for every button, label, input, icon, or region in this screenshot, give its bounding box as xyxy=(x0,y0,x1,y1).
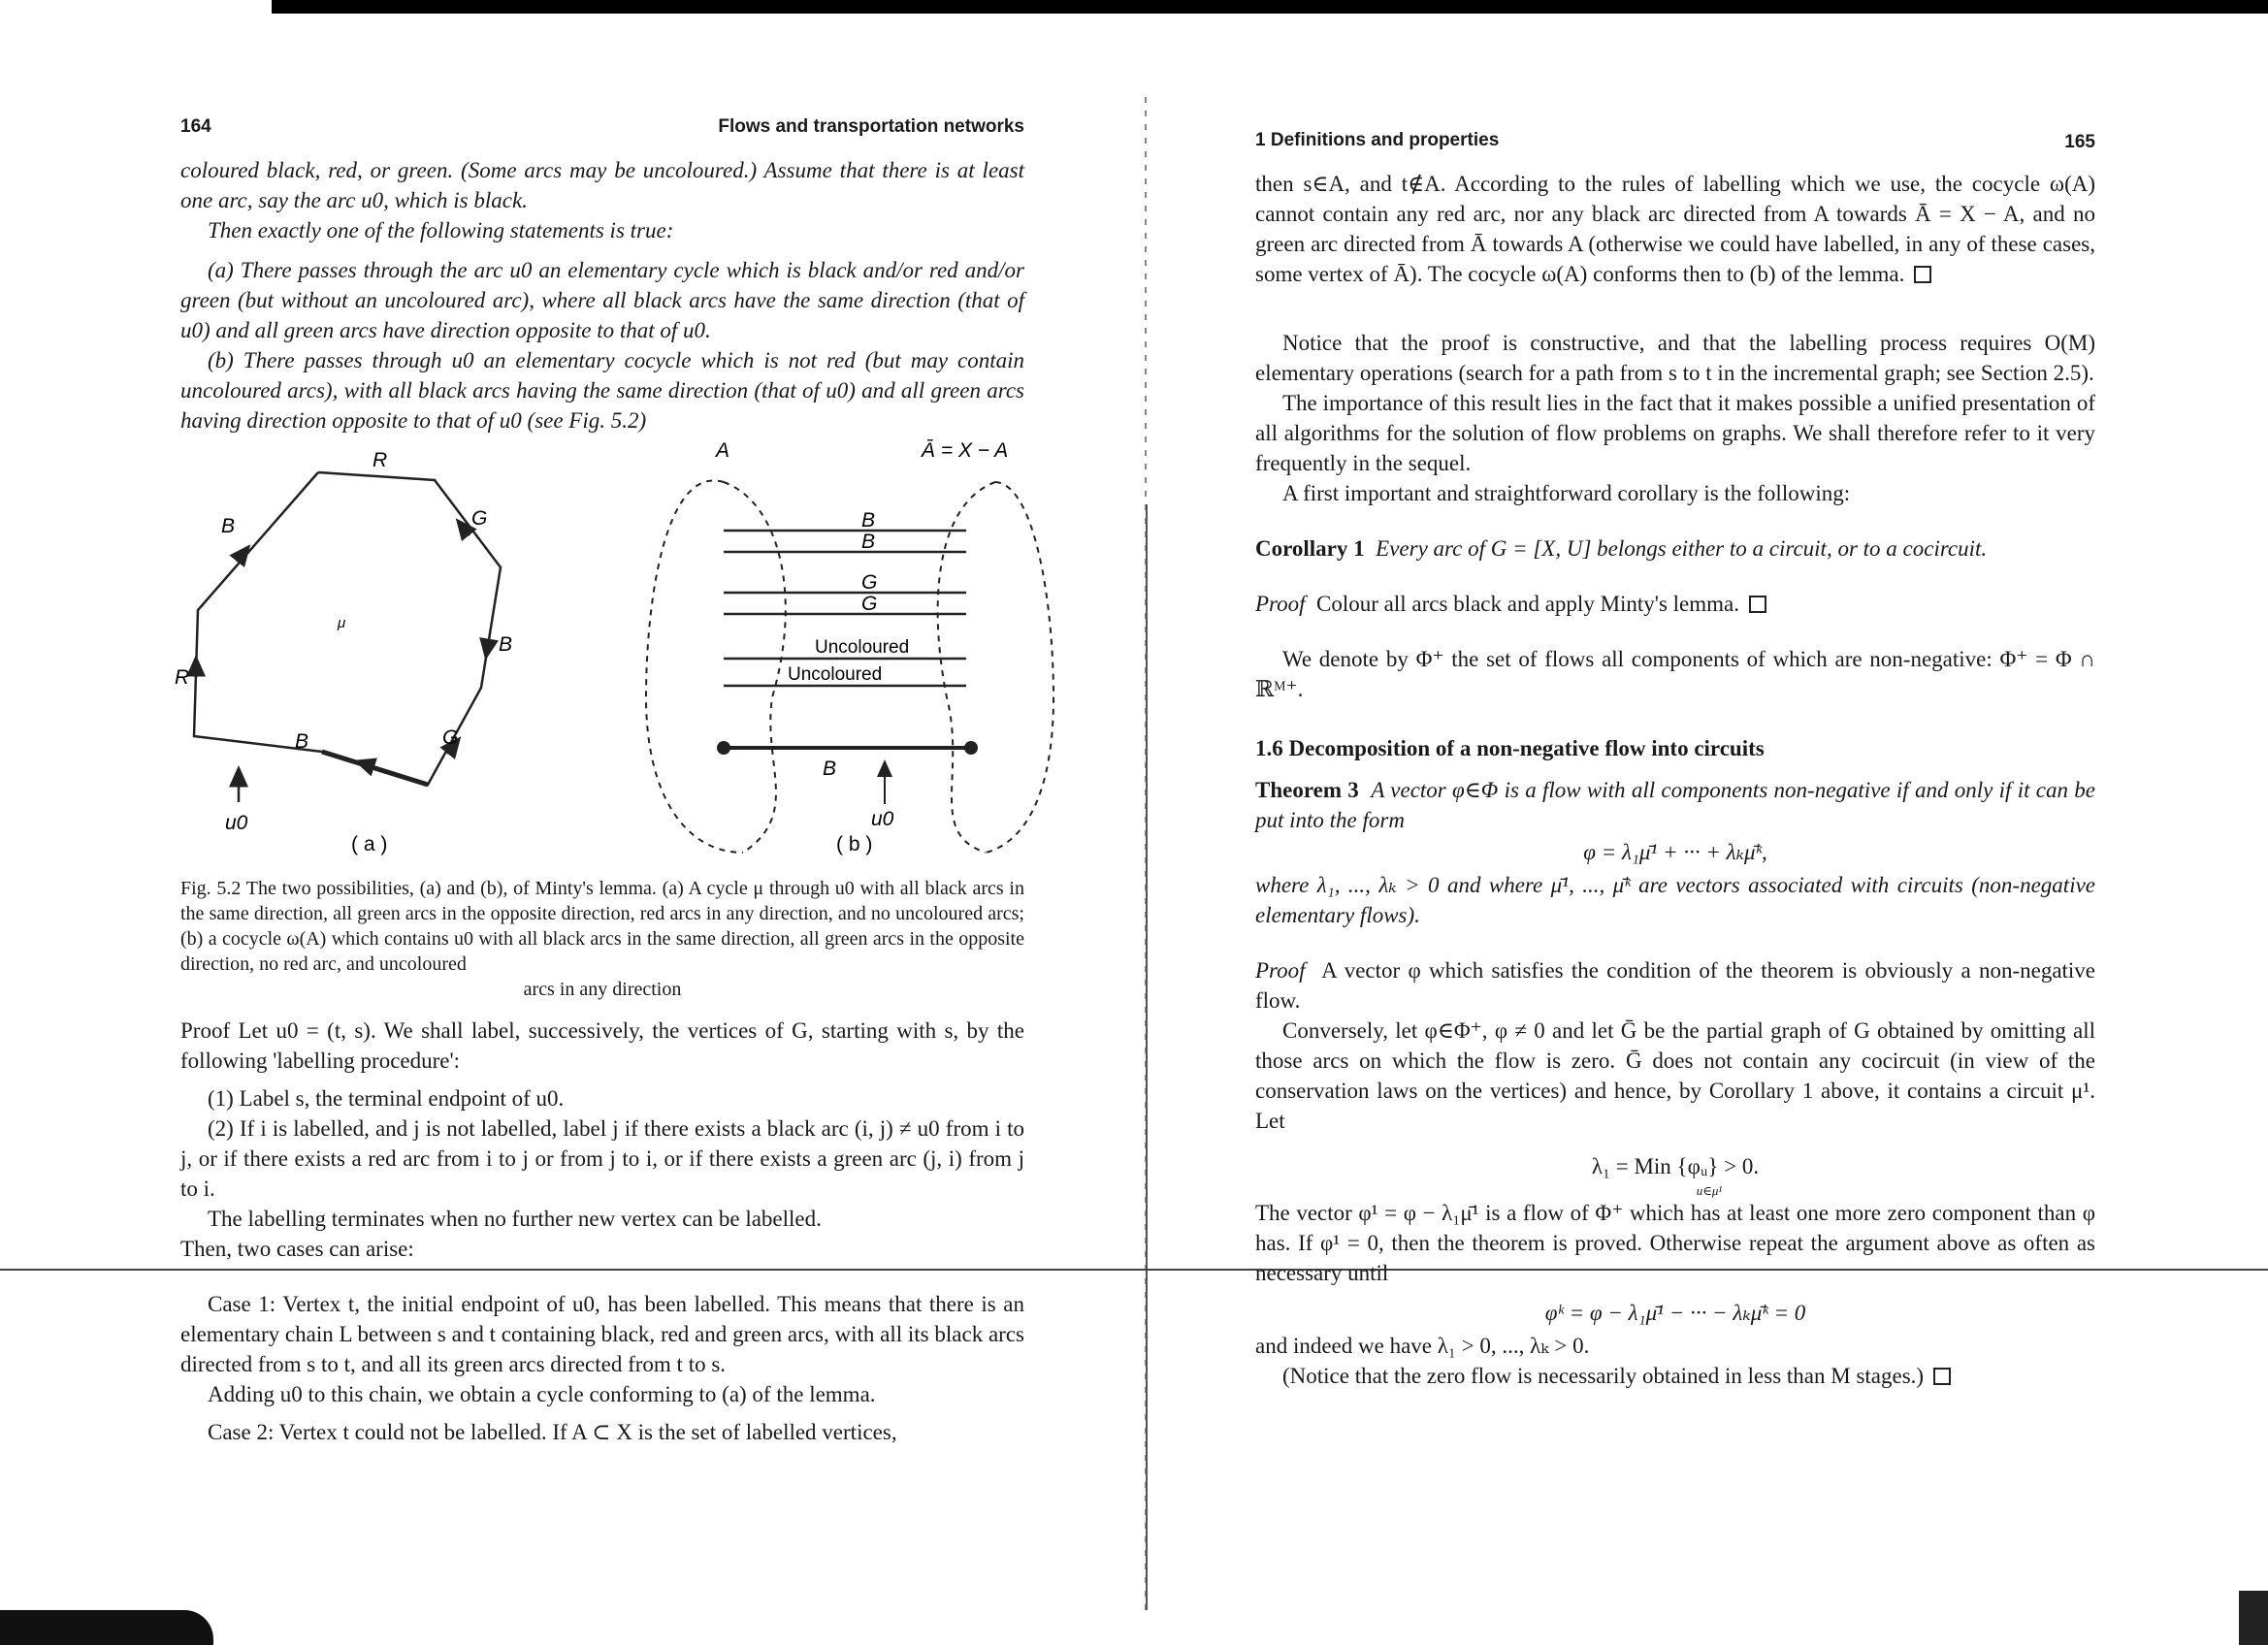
figure-caption xyxy=(180,876,1024,1002)
arc-label: R xyxy=(373,449,388,471)
paragraph: Then, two cases can arise: xyxy=(180,1237,414,1261)
qed-box xyxy=(1749,596,1766,613)
qed-box xyxy=(1914,266,1931,283)
paragraph: Case 1: Vertex t, the initial endpoint of u0, has been labelled. This means that there is an elementary chain L between s and t containing black, red and green arcs, with all its black arcs directed from s to t, and all its green arcs directed from t to s. xyxy=(180,1292,1024,1376)
arc-label-u0: u0 xyxy=(225,812,248,834)
paragraph: Notice that the proof is constructive, and that the labelling process requires O(M) elementary operations (search for a path from s to t in the incremental graph; see Section 2.5). xyxy=(1255,331,2095,385)
scan-corner-shadow xyxy=(0,1610,213,1645)
lemma-item-b: (b) There passes through u0 an elementary cocycle which is not red (but may contain uncoloured arcs), with all black arcs having the same direction (that of u0) and all green arcs having direction opposite to that of u0 (see Fig. 5.2) xyxy=(180,348,1024,433)
vertex-dot xyxy=(717,741,730,755)
theorem-continuation: where λ₁, ..., λₖ > 0 and where μ̄¹, ..., μ̄ᵏ are vectors associated with circuits (non-negative elementary flows). xyxy=(1255,873,2095,927)
paragraph: The labelling terminates when no further new vertex can be labelled. xyxy=(208,1207,822,1231)
corollary xyxy=(1255,533,2095,564)
section-heading: 1.6 Decomposition of a non-negative flow into circuits xyxy=(1255,736,1765,760)
proof-label: Proof xyxy=(1255,592,1306,616)
cycle-label: μ xyxy=(338,615,346,631)
paragraph: We denote by Φ⁺ the set of flows all components of which are non-negative: Φ⁺ = Φ ∩ ℝᴹ⁺. xyxy=(1255,647,2095,701)
right-page-header xyxy=(1255,116,2095,155)
subfigure-label-b: ( b ) xyxy=(836,833,873,855)
paragraph: Case 2: Vertex t could not be labelled. If A ⊂ X is the set of labelled vertices, xyxy=(208,1420,897,1444)
arc-label: B xyxy=(861,531,876,553)
theorem-label: Theorem 3 xyxy=(1255,778,1359,802)
arc-label-uncoloured: Uncoloured xyxy=(815,637,910,658)
arc-label: G xyxy=(861,571,878,594)
lemma-item-a: (a) There passes through the arc u0 an elementary cycle which is black and/or red and/or green (but without an uncoloured arc), where all black arcs have the same direction (that of u0) and all green arcs have direction opposite to that of u0. xyxy=(180,258,1024,342)
set-label-a: A xyxy=(716,439,730,462)
paragraph xyxy=(1255,1361,2095,1391)
set-label-complement: Ā = X − A xyxy=(922,439,1009,462)
paragraph-text: then s∈A, and t∉A. According to the rules of labelling which we use, the cocycle ω(A) cannot contain any red arc, nor any black arc directed from A towards Ā = X − A, and no green arc directed from Ā towards A (otherwise we could have labelled, in any of these cases, some vertex of Ā). The cocycle ω(A) conforms then to (b) of the lemma. xyxy=(1255,172,2095,286)
arc-label: B xyxy=(823,758,837,780)
equation: λ₁ = Min {φᵤ} > 0. xyxy=(1591,1154,1760,1178)
right-page xyxy=(1255,116,2095,1391)
vertex-dot xyxy=(964,741,978,755)
paragraph: Then exactly one of the following statements is true: xyxy=(208,218,674,242)
procedure-step: (1) Label s, the terminal endpoint of u0. xyxy=(208,1086,565,1111)
subfigure-label-a: ( a ) xyxy=(351,833,388,855)
paragraph: coloured black, red, or green. (Some arcs may be uncoloured.) Assume that there is at least one arc, say the arc u0, which is black. xyxy=(180,158,1024,212)
paragraph: The vector φ¹ = φ − λ₁μ̄¹ is a flow of Φ⁺ which has at least one more zero component than φ has. If φ¹ = 0, then the theorem is proved. Otherwise repeat the argument above as often as necessary until xyxy=(1255,1201,2095,1285)
corollary-text: Every arc of G = [X, U] belongs either to a circuit, or to a cocircuit. xyxy=(1376,536,1988,561)
qed-box xyxy=(1933,1368,1951,1385)
paragraph: A first important and straightforward corollary is the following: xyxy=(1282,481,1851,505)
page-number: 164 xyxy=(180,116,211,137)
scan-top-edge xyxy=(0,0,2268,14)
scan-corner-shadow-right xyxy=(2239,1591,2268,1645)
arc-label-uncoloured: Uncoloured xyxy=(788,664,883,685)
proof xyxy=(1255,955,2095,1016)
book-gutter-line xyxy=(1146,504,1148,1610)
corollary-label: Corollary 1 xyxy=(1255,536,1365,561)
left-page xyxy=(175,116,1024,1447)
caption-last-line: arcs in any direction xyxy=(523,979,682,1000)
caption-text: Fig. 5.2 The two possibilities, (a) and (b), of Minty's lemma. (a) A cycle μ through u0 with all black arcs in the same direction, all green arcs in the opposite direction, red arcs in any direction, and no uncoloured arcs; (b) a cocycle ω(A) which contains u0 with all black arcs in the same direction, all green arcs in the opposite direction, no red arc, and uncoloured xyxy=(180,878,1024,975)
equation: φᵏ = φ − λ₁μ̄¹ − ··· − λₖμ̄ᵏ = 0 xyxy=(1544,1301,1806,1325)
page-number: 165 xyxy=(2064,132,2095,152)
paragraph xyxy=(1255,169,2095,289)
running-head: Flows and transportation networks xyxy=(718,116,1024,137)
left-page-header xyxy=(180,116,1024,155)
paragraph-text: (Notice that the zero flow is necessarily obtained in less than M stages.) xyxy=(1282,1364,1925,1388)
arc-label: B xyxy=(221,515,236,537)
arc-label: G xyxy=(861,593,878,615)
proof xyxy=(1255,589,2095,619)
arc-label: G xyxy=(442,726,459,749)
proof-text: A vector φ which satisfies the condition of the theorem is obviously a non-negative flow. xyxy=(1255,958,2096,1013)
arc-label: B xyxy=(295,730,309,753)
arc-label-u0: u0 xyxy=(871,808,894,830)
proof-text: Colour all arcs black and apply Minty's lemma. xyxy=(1316,592,1739,616)
paragraph: Adding u0 to this chain, we obtain a cycle conforming to (a) of the lemma. xyxy=(208,1382,876,1406)
cycle-diagram-a xyxy=(194,472,501,802)
procedure-step: (2) If i is labelled, and j is not labelled, label j if there exists a black arc (i, j) ≠ u0 from i to j, or if there exists a red arc from i to j or from j to i, or if there exists a green arc (j, i) from j to i. xyxy=(180,1116,1024,1201)
figure-5-2 xyxy=(175,439,1024,872)
theorem-text: A vector φ∈Φ is a flow with all components non-negative if and only if it can be put into the form xyxy=(1255,778,2095,832)
arc-label: B xyxy=(499,633,513,656)
arc-label: B xyxy=(861,509,876,532)
proof-label: Proof xyxy=(1255,958,1306,983)
theorem xyxy=(1255,775,2095,835)
running-head: 1 Definitions and properties xyxy=(1255,130,1500,150)
paragraph: Proof Let u0 = (t, s). We shall label, successively, the vertices of G, starting with s, by the following 'labelling procedure': xyxy=(180,1018,1024,1073)
figure-drawing xyxy=(175,439,1024,872)
equation: φ = λ₁μ̄¹ + ··· + λₖμ̄ᵏ, xyxy=(1583,840,1767,864)
scan-top-notch xyxy=(0,0,272,14)
paragraph: Conversely, let φ∈Φ⁺, φ ≠ 0 and let Ḡ be the partial graph of G obtained by omitting all those arcs on which the flow is zero. Ḡ does not contain any cocircuit (in view of the conservation laws on the vertices) and hence, by Corollary 1 above, it contains a circuit μ¹. Let xyxy=(1255,1018,2095,1133)
arc-label: G xyxy=(471,507,488,530)
paragraph: The importance of this result lies in the fact that it makes possible a unified presentation of all algorithms for the solution of flow problems on graphs. We shall therefore refer to it very frequently in the sequel. xyxy=(1255,391,2095,475)
arc-label: R xyxy=(175,666,190,689)
equation-subscript: u∈μ¹ xyxy=(1696,1183,1723,1198)
paragraph: and indeed we have λ₁ > 0, ..., λₖ > 0. xyxy=(1255,1334,1590,1358)
